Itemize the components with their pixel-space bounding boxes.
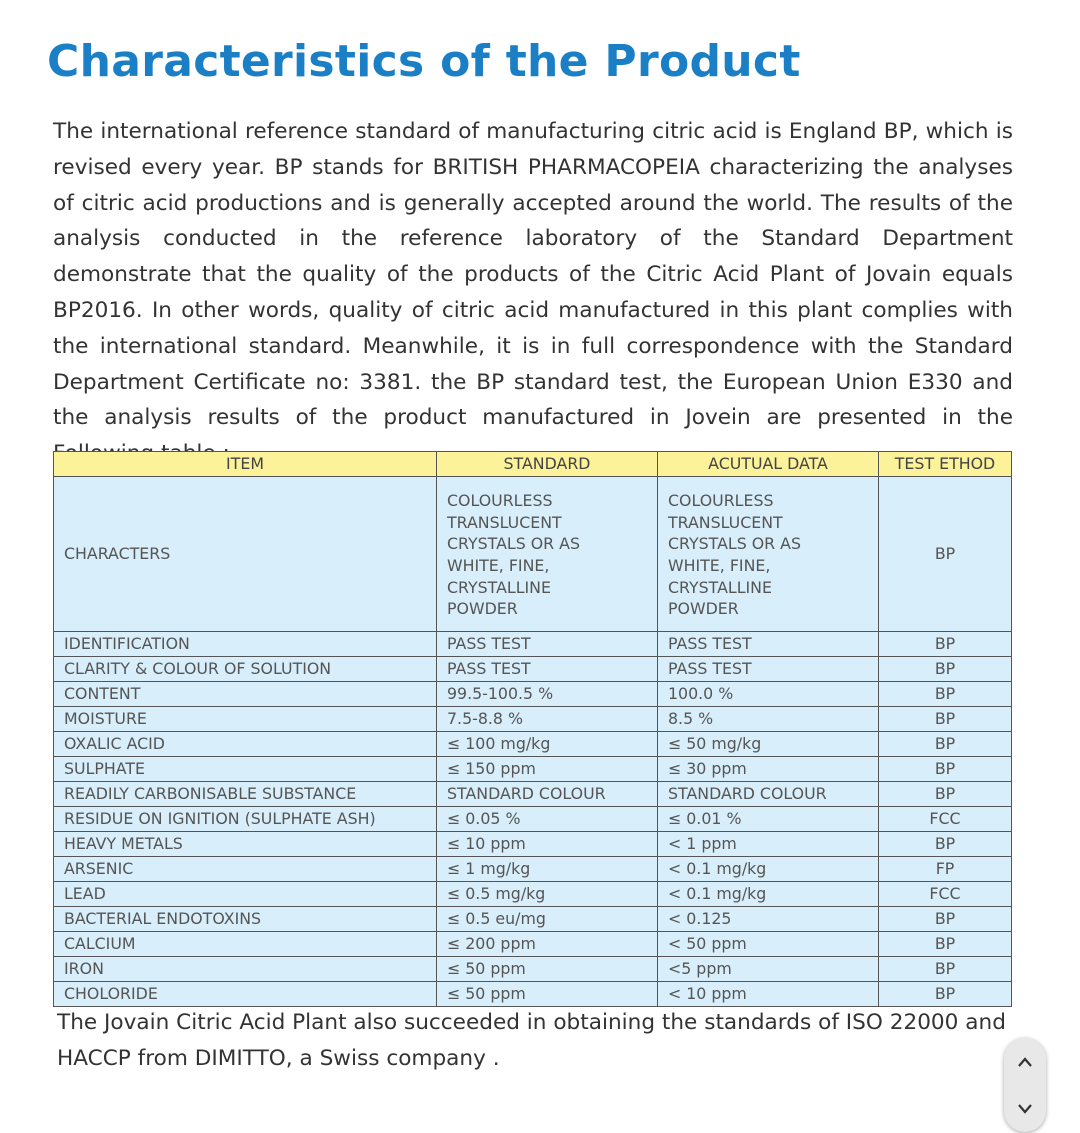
actual-cell: ≤ 30 ppm — [658, 757, 879, 782]
standard-cell: PASS TEST — [437, 632, 658, 657]
method-cell: FCC — [879, 882, 1012, 907]
table-row — [54, 832, 1012, 857]
actual-cell: 100.0 % — [658, 682, 879, 707]
standard-cell: ≤ 0.5 eu/mg — [437, 907, 658, 932]
table-row — [54, 657, 1012, 682]
item-cell: CLARITY & COLOUR OF SOLUTION — [54, 657, 437, 682]
actual-cell: STANDARD COLOUR — [658, 782, 879, 807]
header-item: ITEM — [54, 452, 437, 477]
actual-cell: PASS TEST — [658, 632, 879, 657]
item-cell: BACTERIAL ENDOTOXINS — [54, 907, 437, 932]
method-cell: BP — [879, 682, 1012, 707]
item-cell: SULPHATE — [54, 757, 437, 782]
table-row — [54, 907, 1012, 932]
item-cell: OXALIC ACID — [54, 732, 437, 757]
header-actual-data: ACUTUAL DATA — [658, 452, 879, 477]
method-cell: BP — [879, 477, 1012, 632]
standard-cell: ≤ 200 ppm — [437, 932, 658, 957]
standard-cell: ≤ 0.05 % — [437, 807, 658, 832]
table-row-characters — [54, 477, 1012, 632]
standard-cell: 7.5-8.8 % — [437, 707, 658, 732]
actual-cell: < 0.1 mg/kg — [658, 857, 879, 882]
table-header-row — [54, 452, 1012, 477]
actual-cell: < 1 ppm — [658, 832, 879, 857]
actual-cell: < 50 ppm — [658, 932, 879, 957]
standard-cell: STANDARD COLOUR — [437, 782, 658, 807]
item-cell: RESIDUE ON IGNITION (SULPHATE ASH) — [54, 807, 437, 832]
item-cell: MOISTURE — [54, 707, 437, 732]
item-cell: READILY CARBONISABLE SUBSTANCE — [54, 782, 437, 807]
actual-cell: COLOURLESS TRANSLUCENT CRYSTALS OR AS WHITE, FINE, CRYSTALLINE POWDER — [658, 477, 879, 632]
method-cell: BP — [879, 907, 1012, 932]
table-row — [54, 857, 1012, 882]
method-cell: FCC — [879, 807, 1012, 832]
method-cell: FP — [879, 857, 1012, 882]
table-row — [54, 807, 1012, 832]
item-cell: CONTENT — [54, 682, 437, 707]
actual-cell: PASS TEST — [658, 657, 879, 682]
standard-cell: ≤ 50 ppm — [437, 957, 658, 982]
table-row — [54, 632, 1012, 657]
item-cell: CALCIUM — [54, 932, 437, 957]
chevron-down-icon[interactable] — [1010, 1094, 1040, 1124]
actual-cell: 8.5 % — [658, 707, 879, 732]
method-cell: BP — [879, 757, 1012, 782]
standard-cell: ≤ 0.5 mg/kg — [437, 882, 658, 907]
table-row — [54, 782, 1012, 807]
item-cell: IRON — [54, 957, 437, 982]
header-standard: STANDARD — [437, 452, 658, 477]
closing-paragraph: The Jovain Citric Acid Plant also succeeded in obtaining the standards of ISO 22000 and HACCP from DIMITTO, a Swiss company . — [57, 1010, 1006, 1071]
standard-cell: ≤ 50 ppm — [437, 982, 658, 1007]
method-cell: BP — [879, 932, 1012, 957]
standard-cell: ≤ 150 ppm — [437, 757, 658, 782]
method-cell: BP — [879, 657, 1012, 682]
method-cell: BP — [879, 707, 1012, 732]
item-cell: HEAVY METALS — [54, 832, 437, 857]
item-cell: LEAD — [54, 882, 437, 907]
specification-table — [53, 451, 1012, 1007]
table-row — [54, 682, 1012, 707]
item-cell: CHARACTERS — [54, 477, 437, 632]
actual-cell: <5 ppm — [658, 957, 879, 982]
actual-cell: < 10 ppm — [658, 982, 879, 1007]
actual-cell: < 0.1 mg/kg — [658, 882, 879, 907]
intro-paragraph: The international reference standard of manufacturing citric acid is England BP, which is revised every year. BP stands for BRITISH PHARMACOPEIA characterizing the analyses of citric acid productions and is generally accepted around the world. The results of the analysis conducted in the reference laboratory of the Standard Department demonstrate that the quality of the products of the Citric Acid Plant of Jovain equals BP2016. In other words, quality of citric acid manufactured in this plant complies with the international standard. Meanwhile, it is in full correspondence with the Standard Department Certificate no: 3381. the BP standard test, the European Union E330 and the analysis results of the product manufactured in Jovein are presented in the — [53, 119, 1013, 431]
method-cell: BP — [879, 732, 1012, 757]
actual-cell: ≤ 50 mg/kg — [658, 732, 879, 757]
standard-cell: COLOURLESS TRANSLUCENT CRYSTALS OR AS WHITE, FINE, CRYSTALLINE POWDER — [437, 477, 658, 632]
page-title: Characteristics of the Product — [47, 36, 801, 87]
method-cell: BP — [879, 982, 1012, 1007]
table-row — [54, 882, 1012, 907]
standard-cell: ≤ 1 mg/kg — [437, 857, 658, 882]
table-row — [54, 932, 1012, 957]
table-row — [54, 707, 1012, 732]
table-row — [54, 957, 1012, 982]
item-cell: ARSENIC — [54, 857, 437, 882]
item-cell: IDENTIFICATION — [54, 632, 437, 657]
method-cell: BP — [879, 957, 1012, 982]
item-cell: CHOLORIDE — [54, 982, 437, 1007]
chevron-up-icon[interactable] — [1010, 1047, 1040, 1077]
actual-cell: ≤ 0.01 % — [658, 807, 879, 832]
standard-cell: 99.5-100.5 % — [437, 682, 658, 707]
table-row — [54, 982, 1012, 1007]
standard-cell: PASS TEST — [437, 657, 658, 682]
header-test-method: TEST ETHOD — [879, 452, 1012, 477]
method-cell: BP — [879, 782, 1012, 807]
table-row — [54, 757, 1012, 782]
table-row — [54, 732, 1012, 757]
page-navigator — [1004, 1038, 1046, 1132]
standard-cell: ≤ 100 mg/kg — [437, 732, 658, 757]
method-cell: BP — [879, 832, 1012, 857]
method-cell: BP — [879, 632, 1012, 657]
actual-cell: < 0.125 — [658, 907, 879, 932]
standard-cell: ≤ 10 ppm — [437, 832, 658, 857]
